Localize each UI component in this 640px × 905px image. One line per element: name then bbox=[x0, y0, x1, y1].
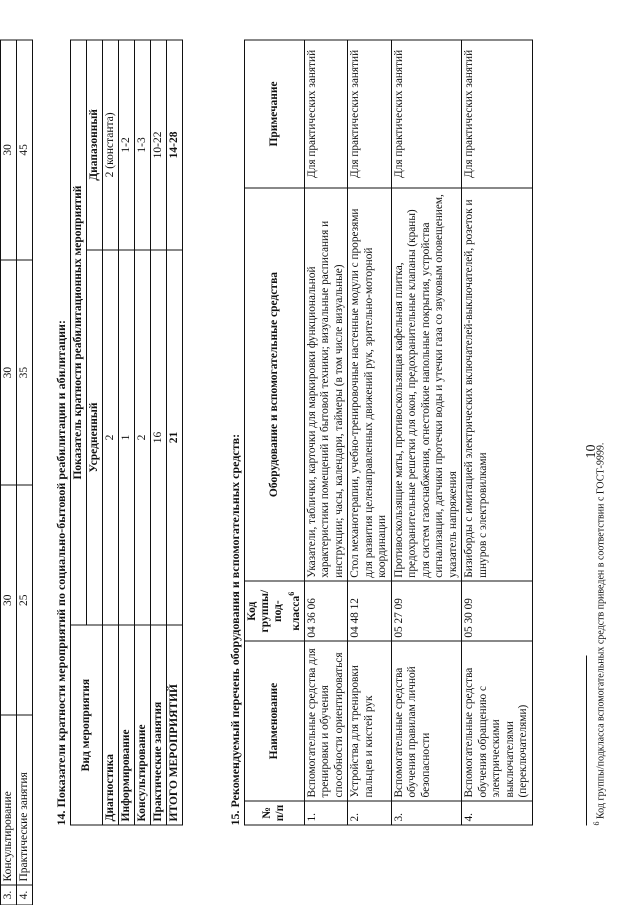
row-note: Для практических занятий bbox=[462, 40, 533, 188]
equipment-table bbox=[244, 39, 533, 825]
range-value: 1-3 bbox=[135, 40, 151, 250]
page-number: 10 bbox=[584, 444, 599, 458]
row-code: 05 27 09 bbox=[391, 581, 462, 641]
col-group-header: Показатель кратности реабилитационных мероприятий bbox=[71, 40, 87, 625]
row-name: Консультирование bbox=[1, 715, 17, 885]
row-number: 4. bbox=[17, 885, 33, 905]
activity-name: Консультирование bbox=[135, 625, 151, 825]
table-row bbox=[391, 40, 462, 825]
col-equipment-header: Оборудование и вспомогательные средства bbox=[245, 187, 305, 580]
row-code: 04 48 12 bbox=[348, 581, 392, 641]
table-row bbox=[348, 40, 392, 825]
row-code: 04 36 06 bbox=[304, 581, 348, 641]
row-equipment: Указатели, таблички, карточки для маркировки функциональной характеристики помещений и бытовой техники; визуальные расписания и инструкции; часы, календари, таймеры (в том числе визуальные) bbox=[304, 187, 348, 580]
section-14-heading: 14. Показатели кратности мероприятий по социально-бытовой реабилитации и абилитации: bbox=[54, 319, 68, 825]
activity-name: Практические занятия bbox=[151, 625, 167, 825]
row-equipment: Бизиборды с имитацией электрических включателей-выключателей, розеток и шнуров с электровилками bbox=[462, 187, 533, 580]
total-range: 14-28 bbox=[167, 40, 183, 250]
col-avg-header: Усредненный bbox=[87, 249, 103, 624]
table-row bbox=[119, 40, 135, 825]
range-value: 1-2 bbox=[119, 40, 135, 250]
table-row bbox=[304, 40, 348, 825]
col-code-header bbox=[245, 581, 305, 641]
col-code-label: Код группы/под-класса bbox=[246, 589, 302, 632]
row-name: Устройства для тренировки пальцев и кистей рук bbox=[348, 641, 392, 801]
cell-value: 25 bbox=[17, 485, 33, 715]
table-row bbox=[462, 40, 533, 825]
avg-value: 2 bbox=[103, 249, 119, 624]
avg-value: 2 bbox=[135, 249, 151, 624]
row-number: 4. bbox=[462, 801, 533, 825]
avg-value: 16 bbox=[151, 249, 167, 624]
cell-value: 35 bbox=[17, 259, 33, 485]
activity-name: Информирование bbox=[119, 625, 135, 825]
row-name: Вспомогательные средства для тренировки и обучения способности ориентироваться bbox=[304, 641, 348, 801]
footnote-marker: 6 bbox=[592, 821, 601, 825]
row-number: 1. bbox=[304, 801, 348, 825]
row-number: 3. bbox=[391, 801, 462, 825]
row-equipment: Стол механотерапии, учебно-тренировочные настенные модули с прорезями для развития целенаправленных движений рук, зрительно-моторной координации bbox=[348, 187, 392, 580]
table-row bbox=[151, 40, 167, 825]
row-code: 05 30 09 bbox=[462, 581, 533, 641]
row-equipment: Противоскользящие маты, противоскользящая кафельная плитка, предохранительные решетки для окон, предохранительные клапаны (краны) для систем газоснабжения, огнестойкие напольные покрытия, устройства сигнализации, датчики протечки воды и утечки газа со звуковым оповещением, указатель напряжения bbox=[391, 187, 462, 580]
range-value: 10-22 bbox=[151, 40, 167, 250]
range-value: 2 (константа) bbox=[103, 40, 119, 250]
table-row bbox=[135, 40, 151, 825]
multiplicity-table bbox=[70, 39, 183, 825]
table-row bbox=[17, 40, 33, 905]
top-remainder-table bbox=[0, 39, 33, 905]
cell-value: 30 bbox=[1, 259, 17, 485]
row-name: Вспомогательные средства обучения обращению с электрическими выключателями (переключателями) bbox=[462, 641, 533, 801]
row-note: Для практических занятий bbox=[348, 40, 392, 188]
footnote-divider bbox=[586, 655, 587, 825]
avg-value: 1 bbox=[119, 249, 135, 624]
footnote-ref: 6 bbox=[287, 591, 296, 596]
row-name: Вспомогательные средства обучения правилам личной безопасности bbox=[391, 641, 462, 801]
col-note-header: Примечание bbox=[245, 40, 305, 188]
row-note: Для практических занятий bbox=[391, 40, 462, 188]
cell-value: 30 bbox=[1, 40, 17, 260]
col-num-header: № п/п bbox=[245, 801, 305, 825]
cell-value: 45 bbox=[17, 40, 33, 260]
footnote-text: Код группы/подкласса вспомогательных средств приведен в соответствии с ГОСТ-9999. bbox=[595, 442, 607, 819]
row-number: 3. bbox=[1, 885, 17, 905]
cell-value: 30 bbox=[1, 485, 17, 715]
activity-name: Диагностика bbox=[103, 625, 119, 825]
col-range-header: Диапазонный bbox=[87, 40, 103, 250]
total-name: ИТОГО МЕРОПРИЯТИЙ bbox=[167, 625, 183, 825]
col-activity-header: Вид мероприятия bbox=[71, 625, 103, 825]
table-row bbox=[103, 40, 119, 825]
col-name-header: Наименование bbox=[245, 641, 305, 801]
row-note: Для практических занятий bbox=[304, 40, 348, 188]
row-name: Практические занятия bbox=[17, 715, 33, 885]
table-row bbox=[1, 40, 17, 905]
total-avg: 21 bbox=[167, 249, 183, 624]
footnote bbox=[592, 442, 606, 825]
section-15-heading: 15. Рекомендуемый перечень оборудования и вспомогательных средств: bbox=[228, 433, 242, 825]
table-row-total bbox=[167, 40, 183, 825]
row-number: 2. bbox=[348, 801, 392, 825]
